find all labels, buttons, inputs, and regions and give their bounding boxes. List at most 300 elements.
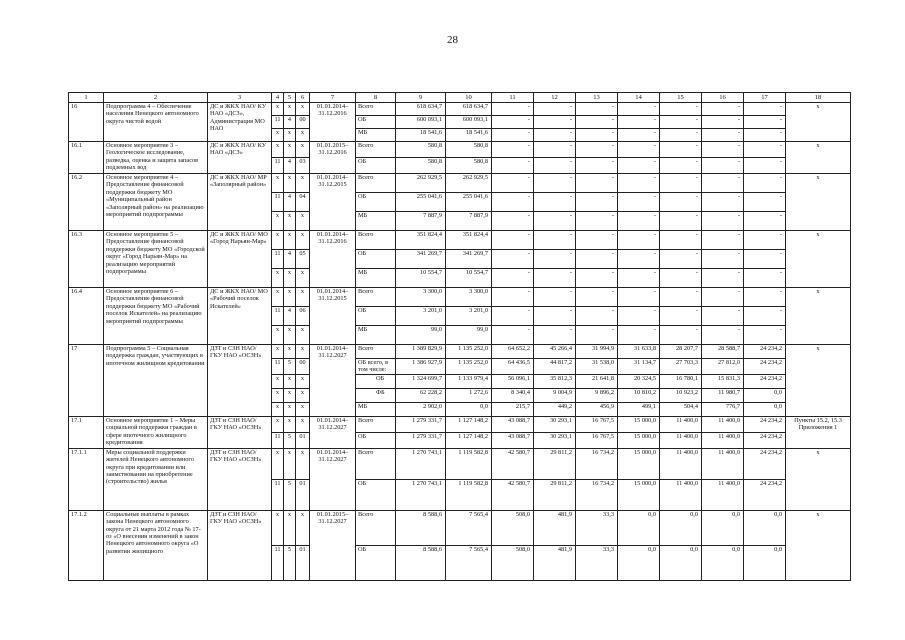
code-col-4: x <box>272 174 284 193</box>
amount-c12: - <box>534 193 576 212</box>
amount-c14: - <box>618 250 660 269</box>
amount-c14: - <box>618 129 660 142</box>
amount-c17: - <box>744 212 786 231</box>
result-indicator-ref: x <box>786 345 851 417</box>
column-header-11: 11 <box>492 93 534 103</box>
column-number-row <box>69 93 851 103</box>
implementation-period: 01.01.2014– 31.12.2015 <box>310 174 356 231</box>
amount-c11: 64 652,2 <box>492 345 534 359</box>
amount-c12: - <box>534 142 576 158</box>
code-col-5: 5 <box>284 432 296 448</box>
code-col-5: 4 <box>284 307 296 326</box>
amount-c14: - <box>618 326 660 345</box>
amount-c11: - <box>492 307 534 326</box>
funding-source: ОБ <box>356 158 396 174</box>
amount-c15: 504,4 <box>660 402 702 416</box>
amount-c12: - <box>534 174 576 193</box>
item-name: Основное мероприятие 4 – Предоставление финансовой поддержки бюджету МО «Муниципальный район «Заполярный район» на реализацию мероприятий подпрограммы <box>104 174 208 231</box>
amount-c10: 580,8 <box>446 142 492 158</box>
column-header-6: 6 <box>296 93 310 103</box>
code-col-5: x <box>284 231 296 250</box>
amount-c14: 499,1 <box>618 402 660 416</box>
amount-c17: - <box>744 142 786 158</box>
amount-c17: - <box>744 250 786 269</box>
code-col-6: x <box>296 129 310 142</box>
item-number: 16.2 <box>69 174 104 231</box>
code-col-6: x <box>296 388 310 402</box>
amount-c16: - <box>702 174 744 193</box>
amount-c13: 31 538,0 <box>576 359 618 375</box>
amount-c13: - <box>576 231 618 250</box>
amount-c12: 45 266,4 <box>534 345 576 359</box>
code-col-6: x <box>296 510 310 545</box>
amount-c10: 7 887,9 <box>446 212 492 231</box>
amount-c9: 1 270 743,1 <box>396 448 446 479</box>
amount-c15: - <box>660 116 702 129</box>
code-col-5: 4 <box>284 158 296 174</box>
amount-c15: - <box>660 326 702 345</box>
code-col-4: x <box>272 129 284 142</box>
column-header-10: 10 <box>446 93 492 103</box>
amount-c15: - <box>660 307 702 326</box>
amount-c9: 341 269,7 <box>396 250 446 269</box>
code-col-6: x <box>296 231 310 250</box>
funding-source: ОБ всего, в том числе: <box>356 359 396 375</box>
funding-source: Всего <box>356 142 396 158</box>
funding-source: Всего <box>356 510 396 545</box>
amount-c12: 29 811,2 <box>534 448 576 479</box>
amount-c15: - <box>660 212 702 231</box>
amount-c9: 262 929,5 <box>396 174 446 193</box>
implementation-period: 01.01.2014– 31.12.2027 <box>310 345 356 417</box>
amount-c10: 10 554,7 <box>446 269 492 288</box>
column-header-18: 18 <box>786 93 851 103</box>
funding-source: Всего <box>356 231 396 250</box>
result-indicator-ref: Пункты 15.2, 15.3 Приложения 1 <box>786 416 851 448</box>
amount-c10: 262 929,5 <box>446 174 492 193</box>
amount-c9: 8 588,6 <box>396 545 446 580</box>
amount-c12: - <box>534 250 576 269</box>
code-col-5: x <box>284 510 296 545</box>
column-header-14: 14 <box>618 93 660 103</box>
item-name: Социальные выплаты в рамках закона Ненецкого автономного округа от 21 марта 2012 года № 17-оз «О внесении изменений в закон Ненецкого автономного округа «О развитии жилищного <box>104 510 208 580</box>
code-col-5: x <box>284 174 296 193</box>
amount-c14: 15 000,0 <box>618 416 660 432</box>
amount-c11: - <box>492 212 534 231</box>
amount-c12: - <box>534 158 576 174</box>
amount-c12: 481,9 <box>534 510 576 545</box>
amount-c14: 31 633,8 <box>618 345 660 359</box>
amount-c17: - <box>744 307 786 326</box>
funding-source: ОБ <box>356 479 396 510</box>
amount-c17: - <box>744 193 786 212</box>
amount-c13: 9 896,2 <box>576 388 618 402</box>
amount-c17: - <box>744 174 786 193</box>
code-col-5: x <box>284 103 296 116</box>
amount-c13: 16 767,5 <box>576 416 618 432</box>
item-name: Основное мероприятие 6 – Предоставление финансовой поддержки бюджету МО «Рабочий поселок Искателей» на реализацию мероприятий подпрограммы <box>104 288 208 345</box>
amount-c17: - <box>744 129 786 142</box>
code-col-4: x <box>272 269 284 288</box>
amount-c14: - <box>618 142 660 158</box>
code-col-4: x <box>272 288 284 307</box>
amount-c13: - <box>576 250 618 269</box>
amount-c9: 18 541,6 <box>396 129 446 142</box>
code-col-6: x <box>296 142 310 158</box>
amount-c11: 43 088,7 <box>492 432 534 448</box>
amount-c11: - <box>492 326 534 345</box>
amount-c11: - <box>492 158 534 174</box>
code-col-4: x <box>272 103 284 116</box>
amount-c16: 11 980,7 <box>702 388 744 402</box>
amount-c10: 341 269,7 <box>446 250 492 269</box>
code-col-5: 5 <box>284 479 296 510</box>
amount-c17: - <box>744 326 786 345</box>
funding-source: ОБ <box>356 545 396 580</box>
amount-c10: 1 133 979,4 <box>446 374 492 388</box>
amount-c17: - <box>744 103 786 116</box>
amount-c14: 0,0 <box>618 510 660 545</box>
amount-c15: 16 780,1 <box>660 374 702 388</box>
amount-c16: 0,0 <box>702 510 744 545</box>
item-name: Основное мероприятие 3 – Геологическое исследование, разведка, оценка и защита запасов подземных вод <box>104 142 208 174</box>
code-col-5: x <box>284 142 296 158</box>
code-col-6: x <box>296 326 310 345</box>
funding-source: МБ <box>356 269 396 288</box>
code-col-5: 4 <box>284 193 296 212</box>
code-col-4: 11 <box>272 193 284 212</box>
code-col-5: x <box>284 388 296 402</box>
program-funding-table <box>68 92 851 581</box>
amount-c10: 0,0 <box>446 402 492 416</box>
amount-c14: - <box>618 269 660 288</box>
amount-c9: 600 093,1 <box>396 116 446 129</box>
item-name: Основное мероприятие 1 – Меры социальной поддержки граждан в сфере ипотечного жилищного кредитования <box>104 416 208 448</box>
amount-c13: 16 734,2 <box>576 448 618 479</box>
amount-c15: - <box>660 129 702 142</box>
amount-c9: 1 389 829,9 <box>396 345 446 359</box>
item-number: 17.1.1 <box>69 448 104 510</box>
funding-source: Всего <box>356 448 396 479</box>
code-col-4: x <box>272 388 284 402</box>
implementation-period: 01.01.2015– 31.12.2027 <box>310 510 356 580</box>
code-col-6: x <box>296 448 310 479</box>
code-col-6: x <box>296 269 310 288</box>
code-col-5: 5 <box>284 359 296 375</box>
amount-c15: - <box>660 158 702 174</box>
code-col-6: x <box>296 402 310 416</box>
amount-c11: 508,0 <box>492 510 534 545</box>
code-col-6: x <box>296 174 310 193</box>
amount-c16: - <box>702 193 744 212</box>
amount-c14: 31 134,7 <box>618 359 660 375</box>
code-col-4: x <box>272 448 284 479</box>
amount-c17: 24 234,2 <box>744 432 786 448</box>
amount-c17: 24 234,2 <box>744 416 786 432</box>
amount-c11: - <box>492 142 534 158</box>
amount-c14: - <box>618 116 660 129</box>
result-indicator-ref: x <box>786 142 851 174</box>
code-col-6: 00 <box>296 116 310 129</box>
amount-c9: 3 201,0 <box>396 307 446 326</box>
amount-c17: - <box>744 158 786 174</box>
amount-c12: 44 817,2 <box>534 359 576 375</box>
amount-c12: 35 812,3 <box>534 374 576 388</box>
item-number: 16.4 <box>69 288 104 345</box>
code-col-4: x <box>272 345 284 359</box>
code-col-6: x <box>296 212 310 231</box>
code-col-6: x <box>296 345 310 359</box>
responsible-executor: ДС и ЖКХ НАО/ КУ НАО «ДСЗ» <box>208 142 272 174</box>
code-col-5: 4 <box>284 116 296 129</box>
code-col-4: x <box>272 326 284 345</box>
code-col-5: x <box>284 269 296 288</box>
implementation-period: 01.01.2014– 31.12.2015 <box>310 288 356 345</box>
amount-c13: - <box>576 212 618 231</box>
amount-c15: 28 207,7 <box>660 345 702 359</box>
amount-c12: - <box>534 103 576 116</box>
funding-source: МБ <box>356 326 396 345</box>
amount-c11: 8 340,4 <box>492 388 534 402</box>
code-col-6: 03 <box>296 158 310 174</box>
amount-c16: 11 400,0 <box>702 479 744 510</box>
amount-c11: 64 436,5 <box>492 359 534 375</box>
funding-source: Всего <box>356 288 396 307</box>
funding-source: Всего <box>356 103 396 116</box>
amount-c17: 0,0 <box>744 388 786 402</box>
amount-c13: - <box>576 158 618 174</box>
amount-c12: 29 811,2 <box>534 479 576 510</box>
amount-c10: 3 300,0 <box>446 288 492 307</box>
table-row <box>69 416 851 432</box>
funding-source: ФБ <box>356 388 396 402</box>
amount-c13: 16 767,5 <box>576 432 618 448</box>
amount-c13: 33,3 <box>576 545 618 580</box>
amount-c11: 56 096,1 <box>492 374 534 388</box>
amount-c11: - <box>492 250 534 269</box>
code-col-4: 11 <box>272 545 284 580</box>
code-col-6: 01 <box>296 432 310 448</box>
amount-c14: - <box>618 307 660 326</box>
amount-c14: 15 000,0 <box>618 448 660 479</box>
amount-c16: - <box>702 212 744 231</box>
amount-c16: 776,7 <box>702 402 744 416</box>
result-indicator-ref: x <box>786 510 851 580</box>
amount-c10: 1 127 148,2 <box>446 432 492 448</box>
amount-c13: - <box>576 326 618 345</box>
amount-c11: 508,0 <box>492 545 534 580</box>
amount-c13: 16 734,2 <box>576 479 618 510</box>
amount-c15: - <box>660 269 702 288</box>
result-indicator-ref: x <box>786 103 851 142</box>
code-col-4: x <box>272 510 284 545</box>
amount-c14: - <box>618 174 660 193</box>
result-indicator-ref: x <box>786 174 851 231</box>
amount-c9: 351 824,4 <box>396 231 446 250</box>
column-header-13: 13 <box>576 93 618 103</box>
amount-c10: 3 201,0 <box>446 307 492 326</box>
amount-c17: - <box>744 288 786 307</box>
amount-c9: 10 554,7 <box>396 269 446 288</box>
amount-c9: 1 270 743,1 <box>396 479 446 510</box>
amount-c15: 11 400,0 <box>660 448 702 479</box>
amount-c12: - <box>534 269 576 288</box>
amount-c17: 24 234,2 <box>744 448 786 479</box>
code-col-4: x <box>272 231 284 250</box>
amount-c9: 1 279 331,7 <box>396 432 446 448</box>
amount-c13: - <box>576 269 618 288</box>
table-row <box>69 103 851 116</box>
amount-c11: - <box>492 103 534 116</box>
amount-c17: - <box>744 231 786 250</box>
code-col-6: 00 <box>296 359 310 375</box>
amount-c15: - <box>660 231 702 250</box>
funding-source: ОБ <box>356 193 396 212</box>
amount-c11: - <box>492 116 534 129</box>
amount-c10: 580,8 <box>446 158 492 174</box>
amount-c14: 15 000,0 <box>618 479 660 510</box>
amount-c15: 27 703,3 <box>660 359 702 375</box>
amount-c10: 600 093,1 <box>446 116 492 129</box>
amount-c13: - <box>576 116 618 129</box>
responsible-executor: ДЗТ и СЗН НАО/ ГКУ НАО «ОСЗН» <box>208 345 272 417</box>
funding-source: МБ <box>356 402 396 416</box>
result-indicator-ref: x <box>786 448 851 510</box>
amount-c12: - <box>534 116 576 129</box>
amount-c9: 2 902,0 <box>396 402 446 416</box>
table-row <box>69 448 851 479</box>
funding-source: ОБ <box>356 432 396 448</box>
amount-c16: 11 400,0 <box>702 416 744 432</box>
funding-source: ОБ <box>356 374 396 388</box>
code-col-4: x <box>272 212 284 231</box>
amount-c11: - <box>492 129 534 142</box>
code-col-6: x <box>296 416 310 432</box>
item-name: Подпрограмма 5 – Социальная поддержка граждан, участвующих в ипотечном жилищном кредитовании <box>104 345 208 417</box>
amount-c13: 33,3 <box>576 510 618 545</box>
code-col-5: x <box>284 345 296 359</box>
amount-c9: 3 300,0 <box>396 288 446 307</box>
amount-c17: 24 234,2 <box>744 374 786 388</box>
code-col-5: x <box>284 129 296 142</box>
amount-c12: - <box>534 231 576 250</box>
amount-c9: 62 228,2 <box>396 388 446 402</box>
column-header-1: 1 <box>69 93 104 103</box>
item-number: 17.1 <box>69 416 104 448</box>
amount-c9: 7 887,9 <box>396 212 446 231</box>
code-col-4: 11 <box>272 479 284 510</box>
amount-c15: 0,0 <box>660 510 702 545</box>
amount-c16: 28 588,7 <box>702 345 744 359</box>
table-row <box>69 345 851 359</box>
amount-c10: 618 634,7 <box>446 103 492 116</box>
code-col-6: 04 <box>296 193 310 212</box>
amount-c10: 18 541,6 <box>446 129 492 142</box>
amount-c9: 580,8 <box>396 142 446 158</box>
responsible-executor: ДС и ЖКХ НАО/ МР «Заполярный район» <box>208 174 272 231</box>
amount-c12: - <box>534 288 576 307</box>
amount-c9: 1 386 927,9 <box>396 359 446 375</box>
amount-c16: 15 831,3 <box>702 374 744 388</box>
responsible-executor: ДС и ЖКХ НАО/ КУ НАО «ДСЗ», Администрация МО НАО <box>208 103 272 142</box>
amount-c13: 456,9 <box>576 402 618 416</box>
amount-c16: 0,0 <box>702 545 744 580</box>
amount-c14: 10 810,2 <box>618 388 660 402</box>
amount-c12: 9 004,9 <box>534 388 576 402</box>
amount-c16: - <box>702 307 744 326</box>
code-col-4: 11 <box>272 250 284 269</box>
code-col-4: x <box>272 142 284 158</box>
code-col-4: x <box>272 402 284 416</box>
amount-c11: 42 580,7 <box>492 479 534 510</box>
table-row <box>69 174 851 193</box>
column-header-5: 5 <box>284 93 296 103</box>
code-col-5: x <box>284 374 296 388</box>
amount-c11: 42 580,7 <box>492 448 534 479</box>
amount-c13: - <box>576 142 618 158</box>
table-row <box>69 288 851 307</box>
code-col-4: x <box>272 416 284 432</box>
column-header-15: 15 <box>660 93 702 103</box>
amount-c12: - <box>534 307 576 326</box>
responsible-executor: ДС и ЖКХ НАО/ МО «Город Нарьян-Мар» <box>208 231 272 288</box>
amount-c10: 1 119 582,8 <box>446 448 492 479</box>
amount-c17: 0,0 <box>744 402 786 416</box>
funding-source: МБ <box>356 129 396 142</box>
code-col-6: x <box>296 288 310 307</box>
amount-c17: - <box>744 269 786 288</box>
result-indicator-ref: x <box>786 288 851 345</box>
result-indicator-ref: x <box>786 231 851 288</box>
implementation-period: 01.01.2014– 31.12.2016 <box>310 231 356 288</box>
amount-c12: 449,2 <box>534 402 576 416</box>
implementation-period: 01.01.2015– 31.12.2016 <box>310 142 356 174</box>
responsible-executor: ДС и ЖКХ НАО/ МО «Рабочий поселок Искателей» <box>208 288 272 345</box>
amount-c9: 1 324 699,7 <box>396 374 446 388</box>
funding-source: МБ <box>356 212 396 231</box>
amount-c12: 30 293,1 <box>534 432 576 448</box>
amount-c16: - <box>702 103 744 116</box>
amount-c11: - <box>492 174 534 193</box>
amount-c17: 0,0 <box>744 545 786 580</box>
amount-c16: - <box>702 231 744 250</box>
code-col-6: 01 <box>296 545 310 580</box>
amount-c17: 0,0 <box>744 510 786 545</box>
amount-c13: - <box>576 307 618 326</box>
code-col-4: 11 <box>272 432 284 448</box>
funding-source: Всего <box>356 174 396 193</box>
amount-c16: 11 400,0 <box>702 448 744 479</box>
amount-c9: 255 041,6 <box>396 193 446 212</box>
amount-c16: - <box>702 269 744 288</box>
amount-c13: 31 994,9 <box>576 345 618 359</box>
amount-c16: 27 812,0 <box>702 359 744 375</box>
amount-c14: - <box>618 231 660 250</box>
column-header-8: 8 <box>356 93 396 103</box>
amount-c17: 24 234,2 <box>744 479 786 510</box>
item-number: 16 <box>69 103 104 142</box>
amount-c16: - <box>702 116 744 129</box>
amount-c16: - <box>702 129 744 142</box>
table-row <box>69 510 851 545</box>
amount-c9: 580,8 <box>396 158 446 174</box>
item-number: 17 <box>69 345 104 417</box>
amount-c12: 481,9 <box>534 545 576 580</box>
amount-c14: - <box>618 212 660 231</box>
funding-source: ОБ <box>356 307 396 326</box>
amount-c10: 7 565,4 <box>446 545 492 580</box>
amount-c15: - <box>660 142 702 158</box>
